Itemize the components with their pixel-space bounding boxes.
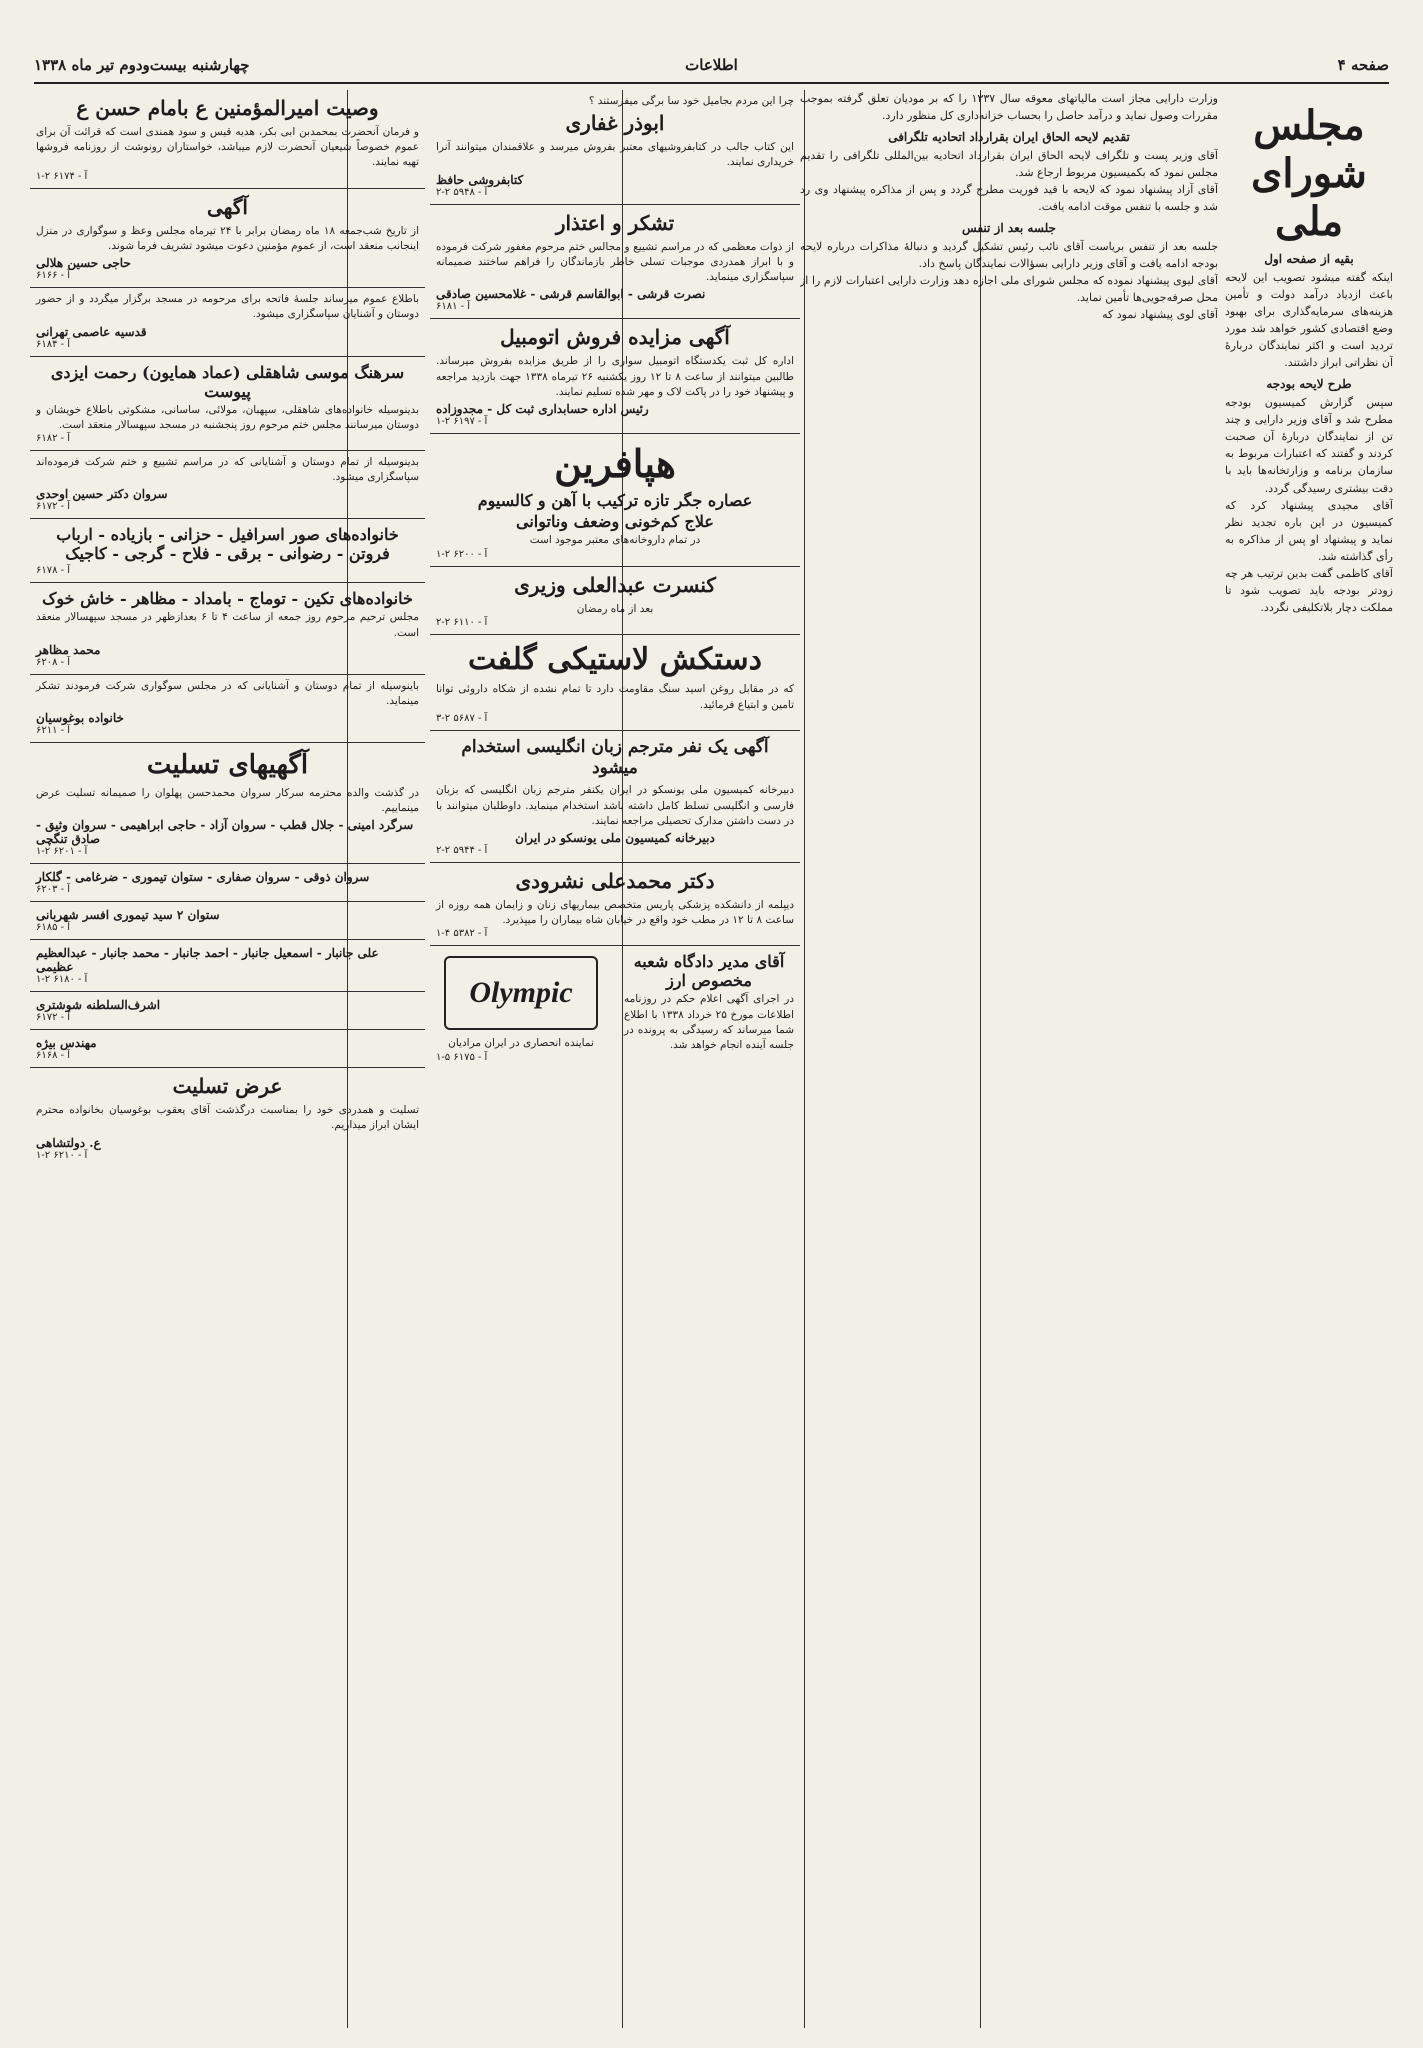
concert-ad	[430, 567, 800, 635]
ad-signature: حاجی حسین هلالی	[36, 256, 131, 271]
ad-title: ابوذر غفاری	[565, 111, 665, 136]
ad-text: دبیرخانه کمیسیون ملی یونسکو در ایران یکنفر مترجم زبان انگلیسی که بزبان فارسی و انگلیسی تسلط کامل داشته باشد استخدام مینماید. داوطلبان میتوانند با در دست داشتن مدارک تحصیلی مراجعه نمایند.	[436, 784, 794, 827]
ad-code: آ - ۶۱۹۷ ۲-۱	[436, 415, 488, 427]
ad-signature: ستوان ۲ سید تیموری افسر شهربانی	[36, 908, 220, 923]
ad-text: که در مقابل روغن اسید سنگ مقاومت دارد تا تمام نشده از شکاه داروئی توانا تامین و ابتیاع فرمائید.	[436, 683, 794, 711]
ad-signature: محمد مظاهر	[36, 642, 101, 657]
ad-code: آ - ۶۲۰۰ ۲-۱	[436, 548, 488, 560]
ad-code: آ - ۶۱۷۸	[36, 565, 70, 577]
ad-signature: سروان دکتر حسین اوحدی	[36, 487, 168, 502]
ad-code: آ - ۶۱۸۲	[36, 432, 70, 444]
ad-code: آ - ۶۱۱۰ ۲-۲	[436, 616, 488, 628]
paper-name: اطلاعات	[685, 56, 738, 74]
court-ad	[618, 946, 800, 1068]
doctor-ad	[430, 863, 800, 946]
ad-signature: مهندس بیژه	[36, 1036, 97, 1051]
article-paragraph: سپس گزارش کمیسیون بودجه مطرح شد و آقای وزیر دارایی و چند تن از نمایندگان دربارهٔ آن صحبت کردند و گفتند که اعتبارات مربوط به سازمان برنامه و وزارتخانه‌ها باید با دقت بیشتری رسیدگی گردد.	[1225, 396, 1393, 495]
ad-code: آ - ۶۱۷۲	[36, 501, 70, 513]
ad-intro: چرا این مردم بجامیل خود سا برگی میفرستند ؟	[588, 95, 794, 107]
glove-ad	[430, 635, 800, 731]
ad-signature: خانواده بوغوسیان	[36, 711, 124, 726]
article-paragraph: آقای کاظمی گفت بدین ترتیب هر چه زودتر بودجه باید تصویب شود تا مملکت دچار بلاتکلیفی نگردد.	[1225, 566, 1393, 614]
ad-code: آ - ۶۱۷۲	[36, 1012, 70, 1024]
ad-subtitle: عصاره جگر تازه ترکیب با آهن و کالسیوم	[477, 491, 753, 511]
ad-code: آ - ۶۱۷۴ ۲-۱	[36, 170, 88, 182]
olympic-logo: Olympic	[444, 956, 598, 1030]
ad-title: آگهی مزایده فروش اتومبیل	[500, 325, 730, 350]
ad-title: دکتر محمدعلی نشرودی	[515, 869, 715, 893]
ad-code: آ - ۶۲۱۱	[36, 725, 70, 737]
ad-title: آگهی	[207, 194, 248, 219]
owhadi-notice	[30, 451, 425, 519]
ad-code: آ - ۶۲۰۸	[36, 656, 70, 668]
ad-title: دستکش لاستیکی گلفت	[467, 641, 763, 677]
ad-signature: رئیس اداره حسابداری ثبت کل - مجدوزاده	[436, 401, 649, 416]
ad-title: آگهی یک نفر مترجم زبان انگلیسی استخدام میشود	[461, 736, 769, 779]
ad-title: هپافرین	[554, 440, 676, 486]
ad-title: وصیت امیرالمؤمنین ع بامام حسن ع	[76, 96, 379, 120]
ad-subtitle: علاج کم‌خونی وضعف وناتوانی	[516, 512, 714, 532]
section-title: آگهیهای تسلیت	[146, 750, 309, 781]
ad-text: و فرمان آنحضرت بمحمدبن ابی بکر، هدیه قیس و سود همندی است که قرائت آن برای عموم خصوصاً شیعیان آنحضرت لازم میباشد، خواستاران رونوشت از روزنامه فروشها تهیه نمایند.	[36, 126, 419, 169]
ad-title: سرهنگ موسی شاهقلی (عماد همایون) رحمت ایزدی پیوست	[50, 362, 405, 401]
parliament-column	[1225, 90, 1393, 2028]
continued-note: بقیه از صفحه اول	[1264, 252, 1354, 266]
condolence-ad	[30, 864, 425, 902]
ad-code: آ - ۶۱۸۴	[36, 338, 70, 350]
ad-text: باطلاع عموم میرساند جلسهٔ فاتحه برای مرحومه در مسجد برگزار میگردد و از حضور دوستان و آشنایان سپاسگزاری میشود.	[36, 293, 419, 321]
condolence-ad	[30, 1030, 425, 1068]
ad-text: در اجرای آگهی اعلام حکم در روزنامه اطلاعات مورخ ۲۵ خرداد ۱۳۳۸ با اطلاع شما میرساند که رسیدگی به پرونده در جلسه آینده انجام خواهد شد.	[624, 993, 794, 1052]
ad-text: در تمام داروخانه‌های معتبر موجود است	[529, 534, 701, 547]
ad-text: بعد از ماه رمضان	[576, 602, 654, 615]
ad-code: آ - ۶۲۱۰ ۲-۱	[36, 1149, 88, 1161]
article-paragraph: اینکه گفته میشود تصویب این لایحه باعث ازدیاد درآمد دولت و تأمین هزینه‌های سرمایه‌گذاری برای بهبود وضع اقتصادی کشور خواهد شد مورد تردید است و اکثر نمایندگان دربارهٔ آن نظراتی ابراز داشتند.	[1225, 271, 1393, 370]
mourning-notice	[30, 189, 425, 288]
ad-code: آ - ۵۳۸۲ ۴-۱	[436, 928, 488, 940]
ad-code: آ - ۵۹۴۴ ۲-۲	[436, 845, 488, 856]
ad-signature: نصرت قرشی - ابوالقاسم قرشی - غلامحسین صادقی	[436, 287, 706, 302]
ad-title: تشکر و اعتذار	[555, 210, 675, 235]
page-header	[34, 52, 1389, 84]
article-paragraph: آقای وزیر پست و تلگراف لایحه الحاق ایران بقرارداد اتحادیه بین‌المللی تلگرافی را تقدیم مجلس نمود که بکمیسیون مربوط ارجاع شد.	[800, 149, 1218, 180]
ad-code: آ - ۶۲۰۳	[36, 884, 70, 896]
families-notice-2	[30, 583, 425, 674]
thanks-ad	[430, 205, 800, 320]
fatiha-notice	[30, 288, 425, 356]
article-paragraph: آقای لوی پیشنهاد نمود که	[1102, 308, 1218, 322]
article-paragraph: جلسه بعد از تنفس بریاست آقای نائب رئیس تشکیل گردید و دنبالهٔ مذاکرات درباره لایحه بودجه ادامه یافت و آقای وزیر دارایی بسؤالات نمایندگان پاسخ داد.	[800, 240, 1218, 271]
ad-text: اداره کل ثبت یکدستگاه اتومبیل سواری را از طریق مزایده بفروش میرساند. طالبین میتوانند از ساعت ۸ تا ۱۲ روز یکشنبه ۲۶ تیرماه ۱۳۳۸ جهت بازدید مراجعه و پیشنهاد خود را در پاکت لاک و مهر شده تسلیم نمایند.	[436, 355, 794, 398]
ad-text: دیپلمه از دانشکده پزشکی پاریس متخصص بیماریهای زنان و زایمان همه روزه از ساعت ۸ تا ۱۲ در مطب خود واقع در خیابان شاه بیماران را میپذیرد.	[436, 899, 794, 927]
article-paragraph: آقای لیوی پیشنهاد نموده که مجلس شورای ملی اجازه دهد وزارت دارایی اعتبارات لازم را از محل صرفه‌جویی‌ها تأمین نماید.	[800, 274, 1218, 305]
ad-code: آ - ۶۱۸۵	[36, 922, 70, 934]
article-subheading: طرح لایحه بودجه	[1266, 377, 1352, 392]
condolence-ad	[30, 992, 425, 1030]
ad-code: آ - ۵۶۸۷ ۲-۳	[436, 712, 488, 724]
ad-signature: علی جانبار - اسمعیل جانبار - احمد جانبار - محمد جانبار - عبدالعظیم عظیمی	[36, 946, 379, 975]
ad-text: باینوسیله از تمام دوستان و آشنایانی که در مجلس سوگواری شرکت فرمودند تشکر مینماید.	[36, 679, 419, 708]
ad-code: آ - ۶۲۰۱ ۲-۱	[36, 846, 88, 858]
ad-text: مجلس ترحیم مرحوم روز جمعه از ساعت ۴ تا ۶ بعدازظهر در مسجد سپهسالار منعقد است.	[36, 611, 420, 639]
ad-signature: سروان ذوقی - سروان صفاری - ستوان تیموری - ضرغامی - گلکار	[36, 870, 370, 885]
will-ad	[30, 90, 425, 189]
auction-ad	[430, 319, 800, 434]
ad-signature: دبیرخانه کمیسیون ملی یونسکو در ایران	[515, 831, 715, 845]
ad-title: کنسرت عبدالعلی وزیری	[514, 572, 716, 597]
ad-code: آ - ۵۹۴۸ ۲-۲	[436, 186, 488, 198]
article-paragraph: آقای آزاد پیشنهاد نمود که لایحه با قید فوریت مطرح گردد و پس از مذاکره پیشنهاد وی رد شد و جلسه با تنفس موقت ادامه یافت.	[800, 183, 1218, 214]
olympic-ad	[430, 946, 612, 1068]
ad-text: از ذوات معظمی که در مراسم تشییع و مجالس ختم مرحوم مغفور شرکت فرموده و با ابراز همدردی موجبات تسلی خاطر بازماندگان را فراهم ساختند صمیمانه سپاسگزاری مینماید.	[436, 240, 794, 284]
ad-title: خانواده‌های تکین - توماج - بامداد - مظاهر - خاش خوک	[42, 589, 413, 609]
notices-column	[30, 90, 425, 2028]
ad-title: خانواده‌های صور اسرافیل - حزانی - بازیاده - ارباب فروتن - رضوانی - برقی - فلاح - گرجی - کاجیک	[56, 525, 399, 564]
ad-title: عرض تسلیت	[172, 1074, 283, 1099]
page-number: صفحه ۴	[1337, 56, 1389, 74]
ad-signature: قدسیه عاصمی تهرانی	[36, 324, 147, 339]
middle-ads-column	[430, 90, 800, 2028]
translator-ad	[430, 731, 800, 863]
condolence-ad	[30, 940, 425, 992]
ad-code: آ - ۶۱۶۶	[36, 270, 70, 282]
ad-signature: ع. دولتشاهی	[36, 1135, 101, 1150]
boghossian-notice	[30, 675, 425, 743]
ad-text: تسلیت و همدردی خود را بمناسبت درگذشت آقای یعقوب بوغوسیان بخانواده محترم ایشان ابراز میداریم.	[36, 1104, 419, 1132]
ad-text: در گذشت والده محترمه سرکار سروان محمدحسن پهلوان را صمیمانه تسلیت عرض مینماییم.	[36, 786, 419, 814]
parliament-headline: مجلس شورای ملی	[1251, 102, 1367, 245]
ad-signature: کتابفروشی حافظ	[436, 172, 524, 187]
article-paragraph: آقای مجیدی پیشنهاد کرد که کمیسیون در این باره تجدید نظر نماید و پیشنهاد او پس از مذاکره به رأی گذاشته شد.	[1225, 498, 1393, 563]
issue-date: چهارشنبه بیست‌ودوم تیر ماه ۱۳۳۸	[34, 56, 250, 74]
ad-title: آقای مدیر دادگاه شعبه مخصوص ارز	[633, 952, 785, 991]
article-subheading: جلسه بعد از تنفس	[962, 221, 1056, 236]
book-ad	[430, 90, 800, 205]
ad-code: آ - ۶۱۷۵ ۵-۱	[436, 1051, 488, 1063]
ad-code: آ - ۶۱۸۰ ۲-۱	[36, 974, 88, 986]
ad-signature: سرگرد امینی - جلال قطب - سروان آزاد - حاجی ابراهیمی - سروان وثیق - صادق تنگچی	[36, 818, 414, 847]
article-subheading: تقدیم لایحه الحاق ایران بقرارداد اتحادیه تلگرافی	[888, 130, 1130, 145]
condolence-ad	[30, 902, 425, 940]
ad-text: بدینوسیله از تمام دوستان و آشنایانی که در مراسم تشییع و ختم شرکت فرموده‌اند سپاسگزاری میشود.	[36, 455, 419, 484]
condolences-section	[30, 743, 425, 864]
article-paragraph: وزارت دارایی مجاز است مالیاتهای معوقه سال ۱۳۳۷ را که بر مودیان تعلق گرفته بموجب مقررات وصول نماید و درآمد حاصل را بحساب خزانه‌داری کل منظور دارد.	[800, 92, 1218, 123]
ad-text: نماینده انحصاری در ایران مرادیان	[448, 1037, 594, 1050]
families-notice	[30, 519, 425, 583]
hepafarin-ad	[430, 434, 800, 567]
arz-tasliat-ad	[30, 1068, 425, 1166]
colonel-notice	[30, 357, 425, 451]
bottom-ads-row	[430, 946, 800, 1068]
ad-signature: اشرف‌السلطنه شوشتری	[36, 998, 161, 1013]
ad-code: آ - ۶۱۸۱	[436, 301, 470, 313]
ad-text: این کتاب جالب در کتابفروشیهای معتبر بفروش میرسد و علاقمندان میتوانند آنرا خریداری نمایند.	[436, 141, 794, 169]
ad-code: آ - ۶۱۶۸	[36, 1050, 70, 1062]
parliament-continued-column	[800, 90, 1218, 2028]
ad-text: از تاریخ شب‌جمعه ۱۸ ماه رمضان برابر با ۲۴ تیرماه مجلس وعظ و سوگواری در منزل اینجانب منعقد است، از عموم مؤمنین دعوت میشود تشریف فرما شوند.	[36, 224, 419, 252]
ad-text: بدینوسیله خانواده‌های شاهقلی، سپهبان، مولائی، ساسانی، مشکوتی باطلاع خویشان و دوستان میرسانند مجلس ختم مرحوم روز پنجشنبه در مسجد سپهسالار منعقد است.	[36, 403, 419, 431]
